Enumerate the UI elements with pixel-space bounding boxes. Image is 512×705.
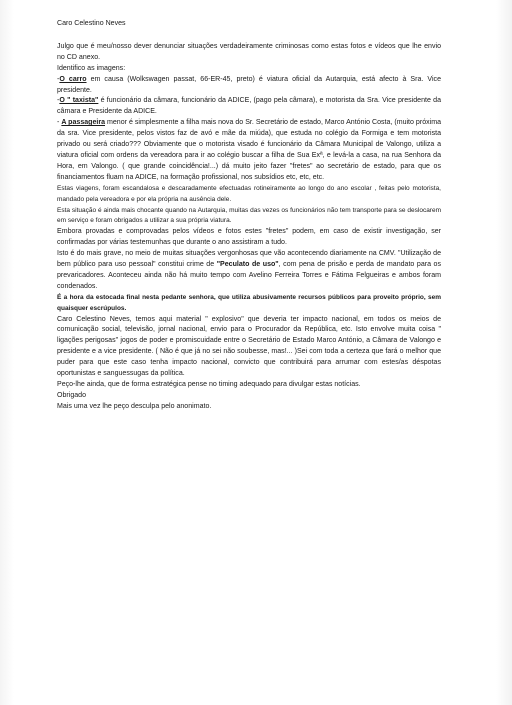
item-prefix: - xyxy=(57,75,60,83)
intro-paragraph: Julgo que é meu/nosso dever denunciar situações verdadeiramente criminosas como estas fotos e vídeos que lhe envio no CD anexo. xyxy=(57,42,441,61)
greeting: Caro Celestino Neves xyxy=(57,20,126,27)
grave-text-after: , com pena de prisão e perda de mandato para os prevaricadores. Aconteceu ainda não há muito tempo com Avelino Ferreira Torres e Fátima Felgueiras e ambos foram condenados. xyxy=(57,261,442,290)
item-carro-label: O carro xyxy=(59,75,87,83)
situacao-paragraph: Esta situação é ainda mais chocante quando na Autarquia, muitas das vezes os funcionários não tem transporte para se deslocarem em serviço e foram obrigados a utilizar a sua própria viatura. xyxy=(57,206,441,225)
item-passageira-label: A passageira xyxy=(61,119,106,127)
item-taxista xyxy=(57,96,441,118)
provadas-paragraph: Embora provadas e comprovadas pelos vídeos e fotos estes "fretes" podem, em caso de existir investigação, ser confirmadas por várias testemunhas que durante o ano assistiram a tudo. xyxy=(57,228,441,247)
obrigado-line: Obrigado xyxy=(57,391,86,399)
peculato-de-uso: "Peculato de uso" xyxy=(216,261,279,269)
item-taxista-label: O " taxista" xyxy=(59,97,99,105)
item-carro-text: em causa (Wolkswagen passat, 66-ER-45, preto) é viatura oficial da Autarquia, está afecto à Sra. Vice presidente. xyxy=(57,75,441,94)
item-passageira-text: menor é simplesmente a filha mais nova do Sr. Secretário de estado, Marco António Costa, (muito próxima da sra. Vice presidente, pelos vistos faz de avó e mãe da miúda), que estuda no colégio da Formiga e tem motorista privado ou será criado??? Obviamente que o motorista visado é funcionário da Câmara Municipal de Valongo, utiliza a viatura oficial com ordens da vereadora para ir ao colégio buscar a filha de Sua Exª, e levá-la a casa, na rua Senhora da Hora, em Valongo. ( que grande coincidência!...) dá muito jeito fazer "fretes" ao secretário de estado, para que os financiamentos fluam na ADICE, na formação profissional, nos subsídios etc, etc, etc. xyxy=(57,119,441,181)
grave-paragraph xyxy=(57,249,441,293)
material-paragraph: Caro Celestino Neves, temos aqui material " explosivo" que deveria ter impacto nacional, em todos os meios de comunicação social, televisão, jornal nacional, envio para o Procurador da República, etc. Isto envolve muita coisa " ligações perigosas" jogos de poder e promiscuidade entre o Secretário de Estado Marco António, a Câmara de Valongo e presidente e a vice presidente. ( Não é que já no sei não soubesse, mas!... )Sei com toda a certeza que fará o melhor que puder para que este caso tenha impacto nacional, convicto que contribuirá para arrumar com estes/as déspotas oportunistas e sanguessugas da política. xyxy=(57,315,441,378)
item-prefix: - xyxy=(57,97,60,105)
grave-text-before: Isto é do mais grave, no meio de muitas situações vergonhosas que vão acontecendo diariamente na CMV. "Utilização de bem público para uso pessoal" constitui crime de xyxy=(57,250,441,269)
item-prefix: - xyxy=(57,119,62,127)
item-taxista-text: é funcionário da câmara, funcionário da ADICE, (pago pela câmara), e motorista da Sra. Vice presidente da câmara e Presidente da ADICE. xyxy=(57,97,441,116)
peco-paragraph: Peço-lhe ainda, que de forma estratégica pense no timing adequado para divulgar estas notícias. xyxy=(57,381,361,388)
identifico-line: Identifico as imagens: xyxy=(57,64,126,72)
viagens-paragraph: Estas viagens, foram escandalosa e descaradamente efectuadas rotineiramente ao longo do ano escolar , feitas pelo motorista, mandado pela vereadora e por ela própria na ausência dele. xyxy=(57,184,441,203)
letter-body xyxy=(57,19,441,413)
item-carro xyxy=(57,75,441,97)
estocada-paragraph: É a hora da estocada final nesta pedante senhora, que utiliza abusivamente recursos públicos para proveito próprio, sem quaisquer escrúpulos. xyxy=(57,293,441,312)
item-passageira xyxy=(57,118,441,183)
closing-line: Mais uma vez lhe peço desculpa pelo anonimato. xyxy=(57,402,212,410)
